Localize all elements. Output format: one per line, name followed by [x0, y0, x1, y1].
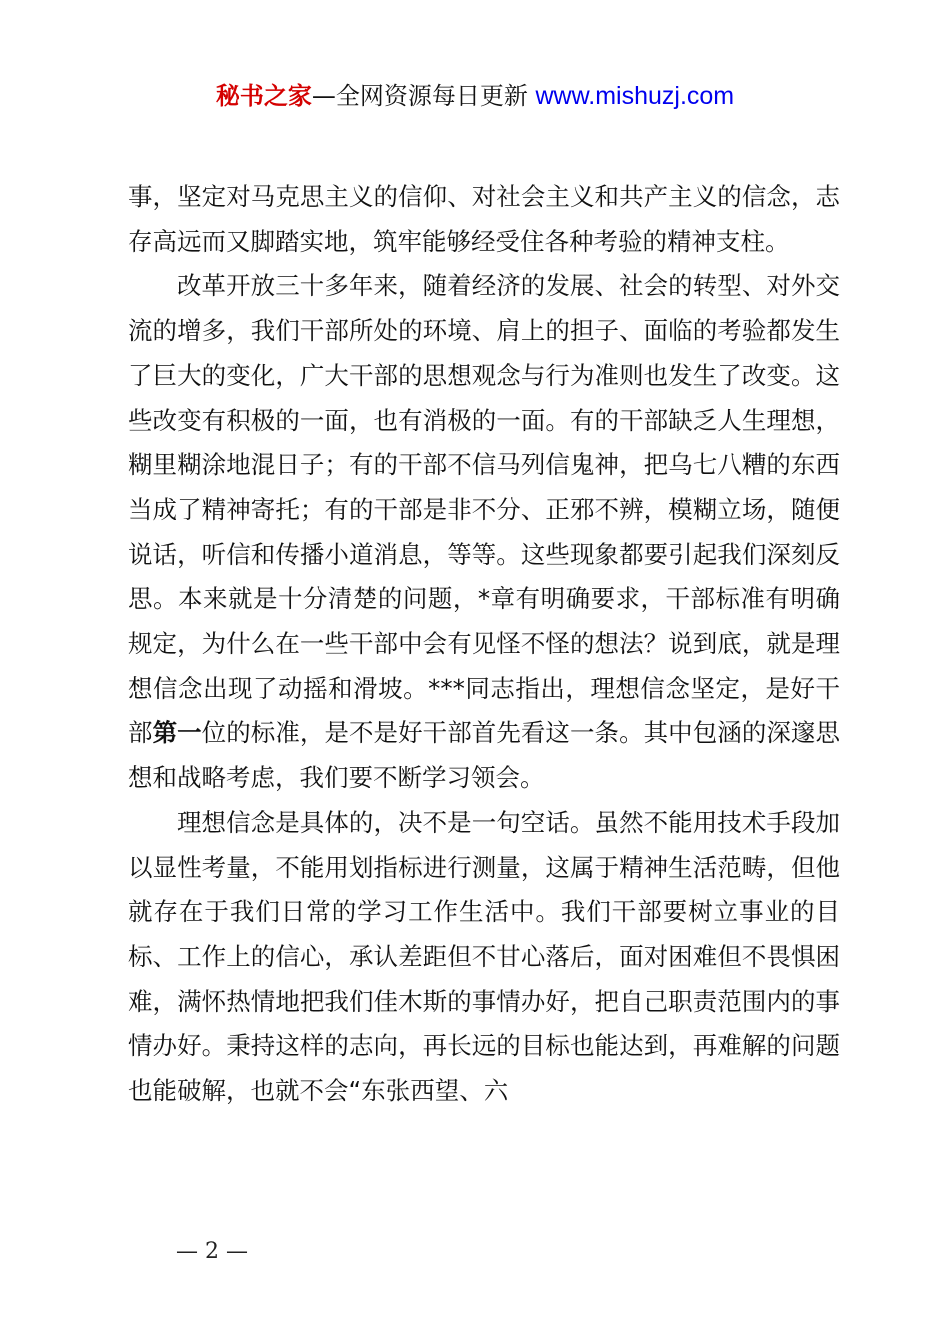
paragraph-reform-text-b: 位的标准，是不是好干部首先看这一条。其中包涵的深邃思想和战略考虑，我们要不断学习领会。: [128, 718, 841, 793]
site-url-link[interactable]: www.mishuzj.com: [535, 82, 735, 110]
paragraph-continuation: 事，坚定对马克思主义的信仰、对社会主义和共产主义的信念，志存高远而又脚踏实地，筑牢能够经受住各种考验的精神支柱。: [128, 182, 840, 256]
banner-tagline: —全网资源每日更新: [311, 82, 536, 110]
site-banner: [0, 80, 950, 112]
document-body: [128, 175, 840, 1114]
bold-first: 第一: [152, 718, 202, 748]
paragraph-reform-text-a: 改革开放三十多年来，随着经济的发展、社会的转型、对外交流的增多，我们干部所处的环境、肩上的担子、面临的考验都发生了巨大的变化，广大干部的思想观念与行为准则也发生了改变。这些改变有积极的一面，也有消极的一面。有的干部缺乏人生理想，糊里糊涂地混日子；有的干部不信马列信鬼神，把乌七八糟的东西当成了精神寄托；有的干部是非不分、正邪不辨，模糊立场，随便说话，听信和传播小道消息，等等。这些现象都要引起我们深刻反思。本来就是十分清楚的问题，*章有明确要求，干部标准有明确规定，为什么在一些干部中会有见怪不怪的想法？说到底，就是理想信念出现了动摇和滑坡。***同志指出，理想信念坚定，是好干部: [128, 271, 840, 748]
paragraph-ideals: 理想信念是具体的，决不是一句空话。虽然不能用技术手段加以显性考量，不能用划指标进行测量，这属于精神生活范畴，但他就存在于我们日常的学习工作生活中。我们干部要树立事业的目标、工作上的信心，承认差距但不甘心落后，面对困难但不畏惧困难，满怀热情地把我们佳木斯的事情办好，把自己职责范围内的事情办好。秉持这样的志向，再长远的目标也能达到，再难解的问题也能破解，也就不会“东张西望、六: [128, 807, 840, 1106]
page-number: — 2 —: [176, 1239, 248, 1264]
paragraph-reform: [128, 264, 840, 800]
brand-name: 秘书之家: [215, 82, 312, 110]
